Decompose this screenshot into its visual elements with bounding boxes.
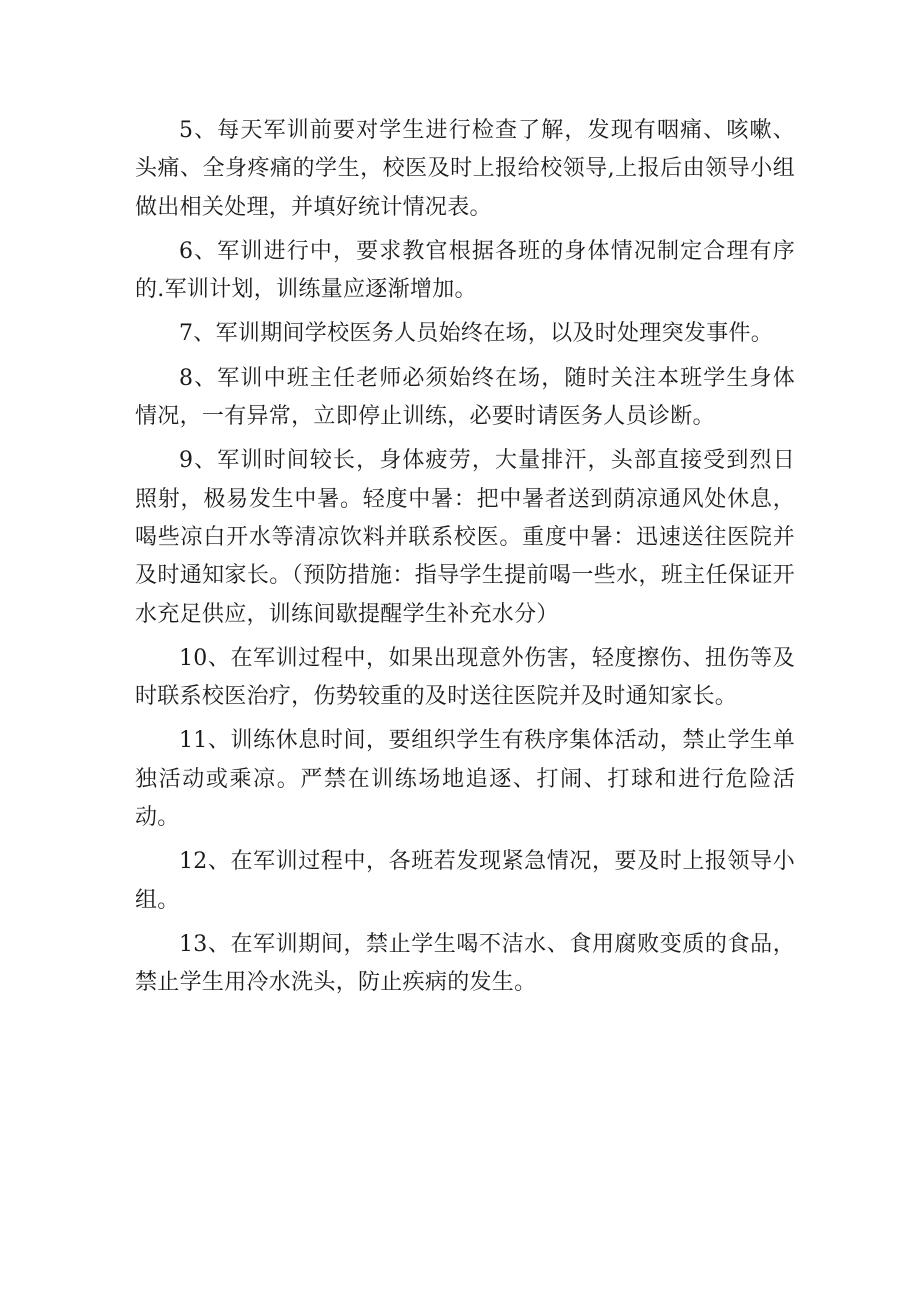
paragraph-item-13: 13、在军训期间，禁止学生喝不洁水、食用腐败变质的食品，禁止学生用冷水洗头，防止疾病的发生。 (135, 931, 795, 996)
paragraph-item-9: 9、军训时间较长，身体疲劳，大量排汗，头部直接受到烈日照射，极易发生中暑。轻度中暑：把中暑者送到荫凉通风处休息，喝些凉白开水等清凉饮料并联系校医。重度中暑：迅速送往医院并及时通知家长。（预防措施：指导学生提前喝一些水，班主任保证开水充足供应，训练间歇提醒学生补充水分） (135, 448, 795, 627)
paragraph-item-12: 12、在军训过程中，各班若发现紧急情况，要及时上报领导小组。 (135, 849, 795, 913)
document-body (135, 112, 795, 1003)
paragraph-item-11: 11、训练休息时间，要组织学生有秩序集体活动，禁止学生单独活动或乘凉。严禁在训练场地追逐、打闹、打球和进行危险活动。 (135, 728, 795, 831)
paragraph-item-7: 7、军训期间学校医务人员始终在场，以及时处理突发事件。 (179, 321, 774, 347)
paragraph-item-6: 6、军训进行中，要求教官根据各班的身体情况制定合理有序的.军训计划，训练量应逐渐增加。 (135, 238, 795, 303)
paragraph-item-10: 10、在军训过程中，如果出现意外伤害，轻度擦伤、扭伤等及时联系校医治疗，伤势较重的及时送往医院并及时通知家长。 (135, 645, 795, 710)
paragraph-item-8: 8、军训中班主任老师必须始终在场，随时关注本班学生身体情况，一有异常，立即停止训练，必要时请医务人员诊断。 (135, 365, 795, 430)
paragraph-item-5: 5、每天军训前要对学生进行检查了解，发现有咽痛、咳嗽、头痛、全身疼痛的学生，校医及时上报给校领导,上报后由领导小组做出相关处理，并填好统计情况表。 (135, 118, 795, 220)
